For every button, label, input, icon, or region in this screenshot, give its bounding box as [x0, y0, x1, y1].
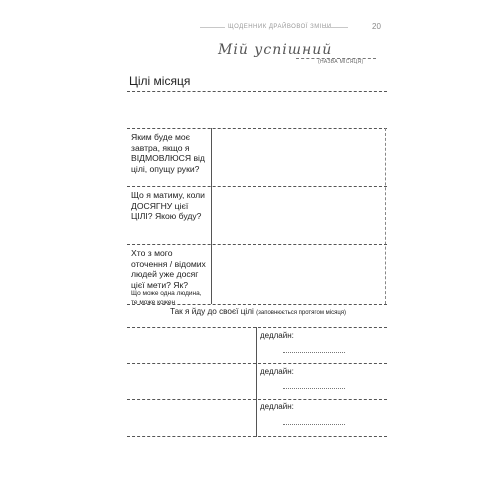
deadline-label: дедлайн:	[260, 367, 294, 376]
path-heading-note: (заповнюється протягом місяця)	[256, 310, 346, 316]
deadline-label: дедлайн:	[260, 331, 294, 340]
questions-divider	[211, 128, 212, 304]
question-text: Хто з мого оточення / відомих людей уже досяг цієї мети? Як?	[131, 248, 206, 290]
question-separator	[127, 244, 387, 245]
deadline-field[interactable]	[283, 424, 345, 425]
path-bottom-line	[127, 436, 387, 437]
path-top-line	[127, 327, 387, 328]
question-text: Що я матиму, коли ДОСЯГНУ цієї ЦІЛІ? Якою буду?	[131, 190, 205, 221]
deadline-row-separator	[127, 363, 387, 364]
deadline-field[interactable]	[283, 352, 345, 353]
deadline-field[interactable]	[283, 388, 345, 389]
running-title: ЩОДЕННИК ДРАЙВОВОЇ ЗМІНИ	[228, 24, 332, 30]
deadline-row-separator	[127, 399, 387, 400]
path-heading-text: Так я йду до своєї цілі	[170, 307, 254, 316]
question-separator	[127, 186, 387, 187]
questions-right-edge	[385, 128, 386, 304]
questions-bottom-line	[127, 304, 387, 305]
question-note: Що може одна людина, те може кожен	[131, 290, 202, 306]
page-number: 20	[372, 22, 381, 31]
path-heading	[129, 307, 387, 316]
goals-title: Цілі місяця	[129, 74, 191, 88]
goal-line[interactable]	[127, 128, 387, 129]
goals-title-underline	[127, 91, 387, 92]
deadline-divider	[256, 327, 257, 437]
question-refuse	[131, 132, 209, 174]
question-achieve	[131, 190, 209, 222]
header-dash-right	[323, 27, 348, 28]
question-role-models	[131, 248, 209, 307]
question-text: Яким буде моє завтра, якщо я ВІДМОВЛЮСЯ від цілі, опущу руки?	[131, 132, 205, 174]
script-title: Мій успішний	[218, 42, 333, 58]
month-caption: (НАЗВА МІСЯЦЯ)	[318, 59, 364, 65]
header-dash-left	[200, 27, 225, 28]
deadline-label: дедлайн:	[260, 402, 294, 411]
